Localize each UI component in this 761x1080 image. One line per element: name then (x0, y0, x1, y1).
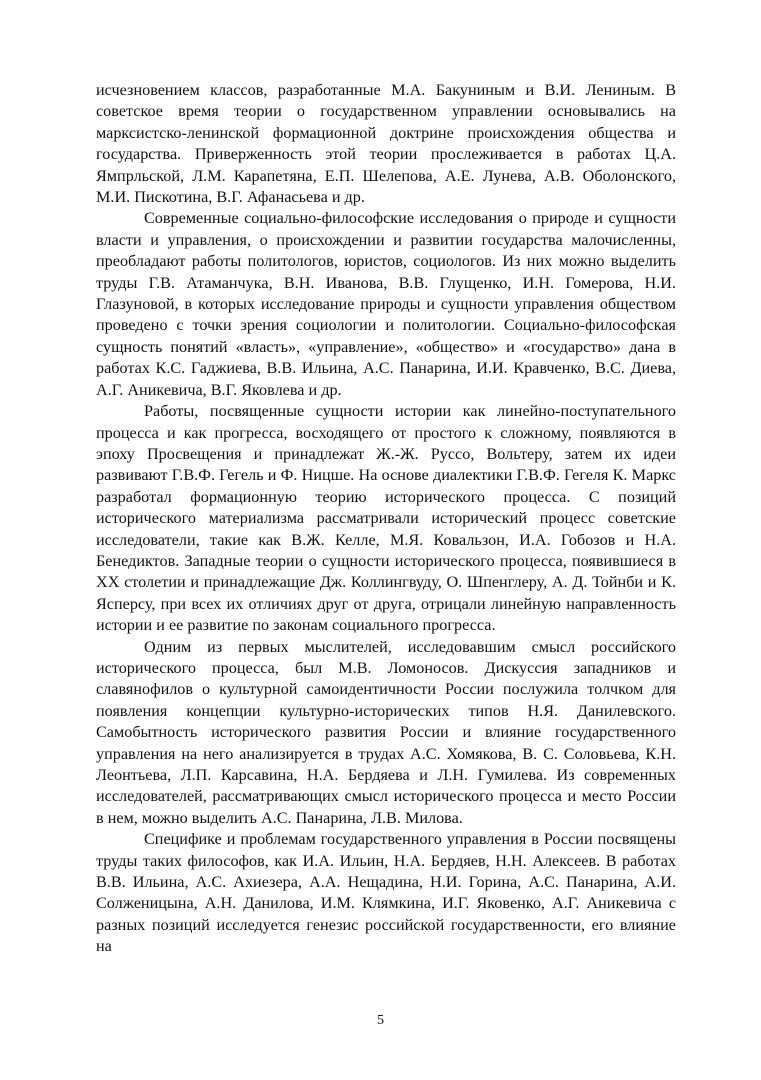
paragraph-1: исчезновением классов, разработанные М.А. Бакуниным и В.И. Лениным. В советское время теории о государственном управлении основывались на марксистско-ленинской формационной доктрине происхождения общества и государства. Приверженность этой теории прослеживается в работах Ц.А. Ямпрльской, Л.М. Карапетяна, Е.П. Шелепова, А.Е. Лунева, А.В. Оболонского, М.И. Пискотина, В.Г. Афанасьева и др. (96, 81, 676, 207)
document-page (96, 80, 676, 958)
paragraph-4: Одним из первых мыслителей, исследовавшим смысл российского исторического процесса, был М.В. Ломоносов. Дискуссия западников и славянофилов о культурной самоидентичности России послужила толчком для появления концепции культурно-исторических типов Н.Я. Данилевского. Самобытность исторического развития России и влияние государственного управления на него анализируется в трудах А.С. Хомякова, В. С. Соловьева, К.Н. Леонтьева, Л.П. Карсавина, Н.А. Бердяева и Л.Н. Гумилева. Из современных исследователей, рассматривающих смысл исторического процесса и место России в нем, можно выделить А.С. Панарина, Л.В. Милова. (96, 637, 676, 827)
page-number: 5 (377, 1013, 384, 1028)
paragraph-3: Работы, посвященные сущности истории как линейно-поступательного процесса и как прогресса, восходящего от простого к сложному, появляются в эпоху Просвещения и принадлежат Ж.-Ж. Руссо, Вольтеру, затем их идеи развивают Г.В.Ф. Гегель и Ф. Ницше. На основе диалектики Г.В.Ф. Гегеля К. Маркс разработал формационную теорию исторического процесса. С позиций исторического материализма рассматривали исторический процесс советские исследователи, такие как В.Ж. Келле, М.Я. Ковальзон, И.А. Гобозов и Н.А. Бенедиктов. Западные теории о сущности исторического процесса, появившиеся в XX столетии и принадлежащие Дж. Коллингвуду, О. Шпенглеру, А. Д. Тойнби и К. Ясперсу, при всех их отличиях друг от друга, отрицали линейную направленность истории и ее развитие по законам социального прогресса. (96, 402, 676, 635)
paragraph-5: Специфике и проблемам государственного управления в России посвящены труды таких философов, как И.А. Ильин, Н.А. Бердяев, Н.Н. Алексеев. В работах В.В. Ильина, А.С. Ахиезера, А.А. Нещадина, Н.И. Горина, А.С. Панарина, А.И. Солженицына, А.Н. Данилова, И.М. Клямкина, И.Г. Яковенко, А.Г. Аникевича с разных позиций исследуется генезис российской государственности, его влияние на (96, 830, 676, 956)
paragraph-2: Современные социально-философские исследования о природе и сущности власти и управления, о происхождении и развитии государства малочисленны, преобладают работы политологов, юристов, социологов. Из них можно выделить труды Г.В. Атаманчука, В.Н. Иванова, В.В. Глущенко, И.Н. Гомерова, Н.И. Глазуновой, в которых исследование природы и сущности управления обществом проведено с точки зрения социологии и политологии. Социально-философская сущность понятий «власть», «управление», «общество» и «государство» дана в работах К.С. Гаджиева, В.В. Ильина, А.С. Панарина, И.И. Кравченко, В.С. Диева, А.Г. Аникевича, В.Г. Яковлева и др. (96, 209, 676, 399)
